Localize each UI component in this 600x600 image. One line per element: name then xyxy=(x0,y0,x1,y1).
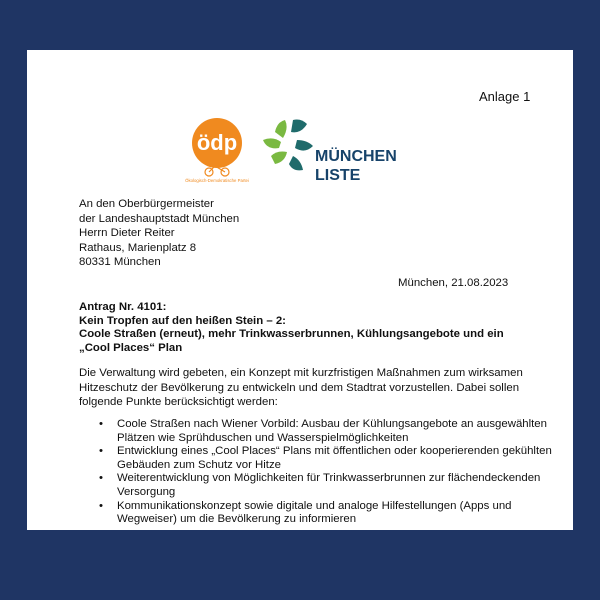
date-line: München, 21.08.2023 xyxy=(398,277,509,289)
bullet-icon: • xyxy=(99,472,103,485)
list-item-text: Kommunikationskonzept sowie digitale und analoge Hilfestellungen (Apps und Wegweiser) um die Bevölkerung zu informieren xyxy=(117,499,512,526)
address-line: der Landeshauptstadt München xyxy=(79,212,240,225)
motion-number: Antrag Nr. 4101: xyxy=(79,301,167,313)
document-page xyxy=(27,50,573,530)
motion-title-line: „Cool Places“ Plan xyxy=(79,341,183,354)
list-item xyxy=(99,472,559,499)
address-line: An den Oberbürgermeister xyxy=(79,198,214,210)
muenchen-liste-emblem-icon xyxy=(263,120,313,171)
bullet-icon: • xyxy=(99,445,103,458)
list-item xyxy=(99,500,559,527)
bullet-icon: • xyxy=(99,418,103,430)
oedp-logo xyxy=(185,118,249,183)
address-line: Rathaus, Marienplatz 8 xyxy=(79,241,197,254)
bullet-icon: • xyxy=(99,499,103,512)
bicycle-icon xyxy=(205,166,229,176)
logos xyxy=(185,114,425,196)
muenchen-liste-logo xyxy=(263,120,397,185)
recipient-address xyxy=(79,197,239,270)
muenchen-liste-line1: MÜNCHEN xyxy=(315,148,397,165)
oedp-subtitle: Ökologisch-Demokratische Partei xyxy=(185,178,249,183)
bullet-list xyxy=(99,418,559,527)
list-item xyxy=(99,445,559,472)
list-item xyxy=(99,418,559,445)
list-item-text: Weiterentwicklung von Möglichkeiten für Trinkwasserbrunnen zur flächendeckenden Versorgung xyxy=(117,472,541,498)
motion-heading xyxy=(79,301,549,355)
oedp-wordmark: ödp xyxy=(196,130,238,155)
motion-title-line: Kein Tropfen auf den heißen Stein – 2: xyxy=(79,314,286,327)
attachment-label: Anlage 1 xyxy=(479,89,531,104)
address-line: Herrn Dieter Reiter xyxy=(79,227,175,240)
motion-title-line: Coole Straßen (erneut), mehr Trinkwasserbrunnen, Kühlungsangebote und ein xyxy=(79,328,504,341)
body-paragraph: Die Verwaltung wird gebeten, ein Konzept mit kurzfristigen Maßnahmen zum wirksamen Hitzeschutz der Bevölkerung zu entwickeln und dem Stadtrat vorzustellen. Dabei sollen folgende Punkte berücksichtigt werden: xyxy=(79,367,523,409)
muenchen-liste-line2: LISTE xyxy=(315,167,361,184)
address-line: 80331 München xyxy=(79,256,161,269)
list-item-text: Entwicklung eines „Cool Places“ Plans mit öffentlichen oder kooperierenden gekühlten Gebäuden zum Schutz vor Hitze xyxy=(117,445,552,471)
list-item-text: Coole Straßen nach Wiener Vorbild: Ausbau der Kühlungsangebote an ausgewählten Plätzen wie Sprühduschen und Wasserspielmöglichkeiten xyxy=(117,418,547,444)
